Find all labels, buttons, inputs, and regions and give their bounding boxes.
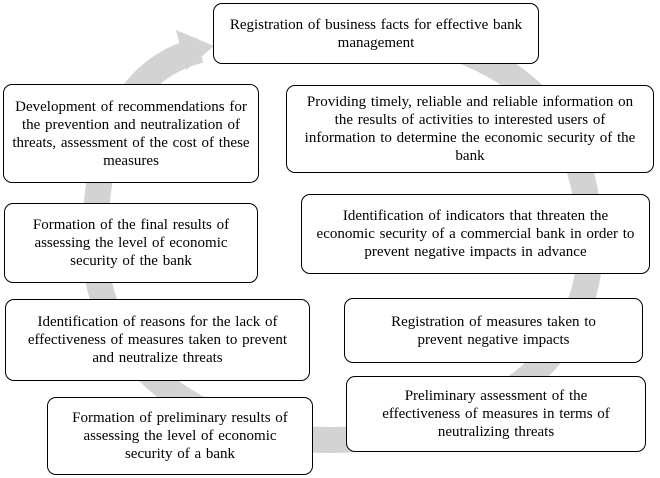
step-7-identification-of-reasons [5, 299, 310, 381]
step-4-registration-of-measures [344, 298, 643, 363]
step-9-label: Development of recommendations for the prevention and neutralization of threats, assessment of the cost of these measures [12, 98, 250, 169]
step-9-development-of-recommendations [3, 84, 259, 183]
step-2-label: Providing timely, reliable and reliable information on the results of activities to interested users of information to determine the economic security of the bank [304, 94, 636, 164]
step-3-label: Identification of indicators that threaten the economic security of a commercial bank in order to prevent negative impacts in advance [316, 208, 635, 260]
step-7-label: Identification of reasons for the lack of effectiveness of measures taken to prevent and neutralize threats [27, 314, 288, 366]
step-4-label: Registration of measures taken to prevent negative impacts [391, 313, 596, 348]
step-8-formation-of-final-results [4, 203, 258, 283]
step-1-registration-of-business-facts [213, 3, 539, 64]
step-2-providing-information [286, 85, 654, 173]
step-8-label: Formation of the final results of assessing the level of economic security of the bank [32, 217, 230, 269]
step-3-identification-of-indicators [301, 194, 650, 274]
step-1-label: Registration of business facts for effective bank management [229, 16, 523, 51]
step-5-label: Preliminary assessment of the effectiveness of measures in terms of neutralizing threats [382, 388, 610, 440]
step-6-label: Formation of preliminary results of assessing the level of economic security of a bank [72, 410, 288, 462]
step-5-preliminary-assessment [346, 376, 646, 452]
step-6-formation-of-preliminary-results [47, 397, 313, 475]
